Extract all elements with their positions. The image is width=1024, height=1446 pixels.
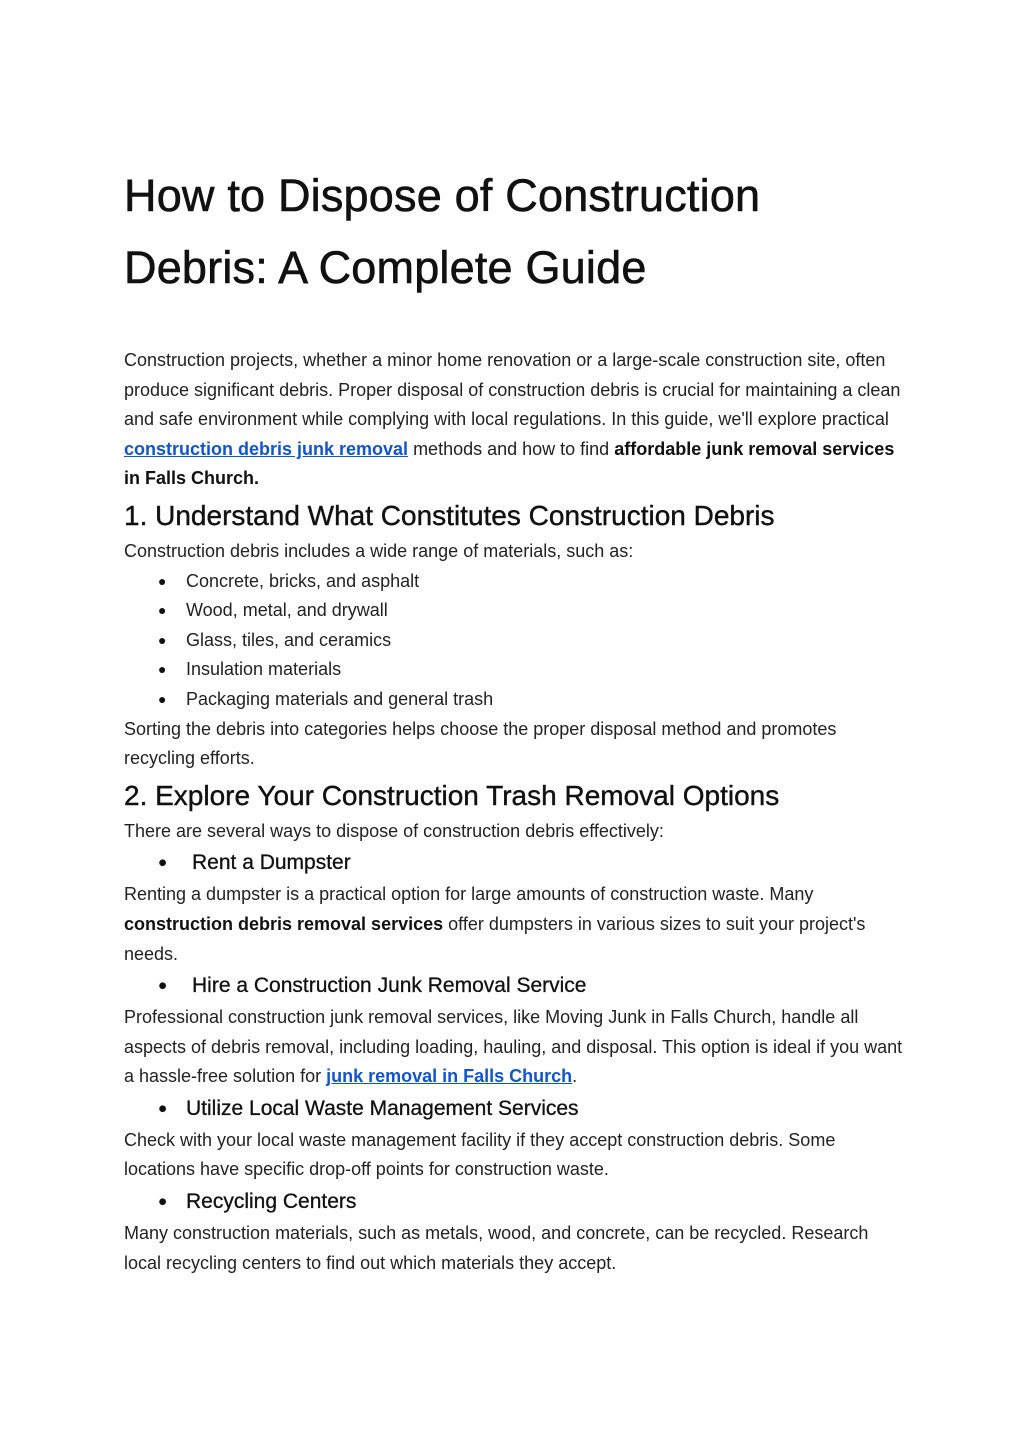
bullet-icon: ● [158, 572, 167, 589]
section-2-lead: There are several ways to dispose of construction debris effectively: [124, 820, 664, 841]
option-heading-hire-junk-removal [124, 969, 904, 1003]
bullet-icon: ● [158, 602, 167, 619]
option-text: Renting a dumpster is a practical option for large amounts of construction waste. Many [124, 884, 814, 905]
option-text-continued: offer dumpsters in various sizes to suit your project's needs. [124, 913, 866, 964]
bullet-icon: ● [158, 1099, 168, 1117]
bullet-icon: ● [158, 854, 168, 872]
list-item-text: Glass, tiles, and ceramics [186, 629, 392, 650]
section-2-heading: 2. Explore Your Construction Trash Removal Options [124, 779, 780, 811]
junk-removal-falls-church-link[interactable]: junk removal in Falls Church [326, 1066, 573, 1087]
option-description-local-waste-management: Check with your local waste management facility if they accept construction debris. Some locations have specific drop-off points for construction waste. [124, 1129, 836, 1180]
bullet-icon: ● [158, 1193, 168, 1211]
option-text: Professional construction junk removal services, like Moving Junk in Falls Church, handle all aspects of debris removal, including loading, hauling, and disposal. This option is ideal if you want a hassle-free solution for [124, 1007, 903, 1087]
section-1-closing: Sorting the debris into categories helps choose the proper disposal method and promotes recycling efforts. [124, 718, 837, 769]
list-item-text: Wood, metal, and drywall [186, 600, 388, 621]
list-item [124, 685, 904, 715]
intro-text: Construction projects, whether a minor home renovation or a large-scale construction site, often produce significant debris. Proper disposal of construction debris is crucial for maintaining a clean and safe environment while complying with local regulations. In this guide, we'll explore practical [124, 350, 901, 430]
option-heading-local-waste-management [124, 1092, 904, 1126]
list-item-text: Concrete, bricks, and asphalt [186, 570, 420, 591]
section-1-lead: Construction debris includes a wide range of materials, such as: [124, 540, 634, 561]
list-item [124, 567, 904, 597]
option-description-hire-junk-removal [124, 1003, 904, 1092]
list-item [124, 655, 904, 685]
document-page [124, 160, 904, 1278]
intro-text-continued: methods and how to find [408, 438, 615, 459]
intro-bold-text: affordable junk removal services in Falls Church. [124, 438, 895, 489]
bullet-icon: ● [158, 690, 167, 707]
construction-debris-junk-removal-link[interactable]: construction debris junk removal [124, 438, 409, 459]
option-title: Utilize Local Waste Management Services [186, 1096, 579, 1120]
bullet-icon: ● [158, 661, 167, 678]
list-item-text: Insulation materials [186, 659, 342, 680]
bullet-icon: ● [158, 631, 167, 648]
list-item [124, 626, 904, 656]
option-heading-recycling-centers [124, 1185, 904, 1219]
option-text-continued: . [572, 1066, 578, 1087]
bullet-icon: ● [158, 977, 168, 995]
intro-paragraph [124, 346, 904, 494]
option-bold-text: construction debris removal services [124, 913, 444, 934]
list-item-text: Packaging materials and general trash [186, 688, 494, 709]
option-description-rent-dumpster [124, 880, 904, 969]
option-title: Recycling Centers [186, 1190, 357, 1214]
list-item [124, 596, 904, 626]
option-description-recycling-centers: Many construction materials, such as metals, wood, and concrete, can be recycled. Research local recycling centers to find out which materials they accept. [124, 1223, 869, 1273]
page-title: How to Dispose of Construction Debris: A Complete Guide [124, 170, 761, 293]
option-title: Hire a Construction Junk Removal Service [192, 974, 587, 998]
debris-materials-list [124, 567, 904, 715]
section-1-heading: 1. Understand What Constitutes Construction Debris [124, 499, 775, 531]
option-title: Rent a Dumpster [192, 851, 351, 875]
option-heading-rent-dumpster [124, 846, 904, 880]
